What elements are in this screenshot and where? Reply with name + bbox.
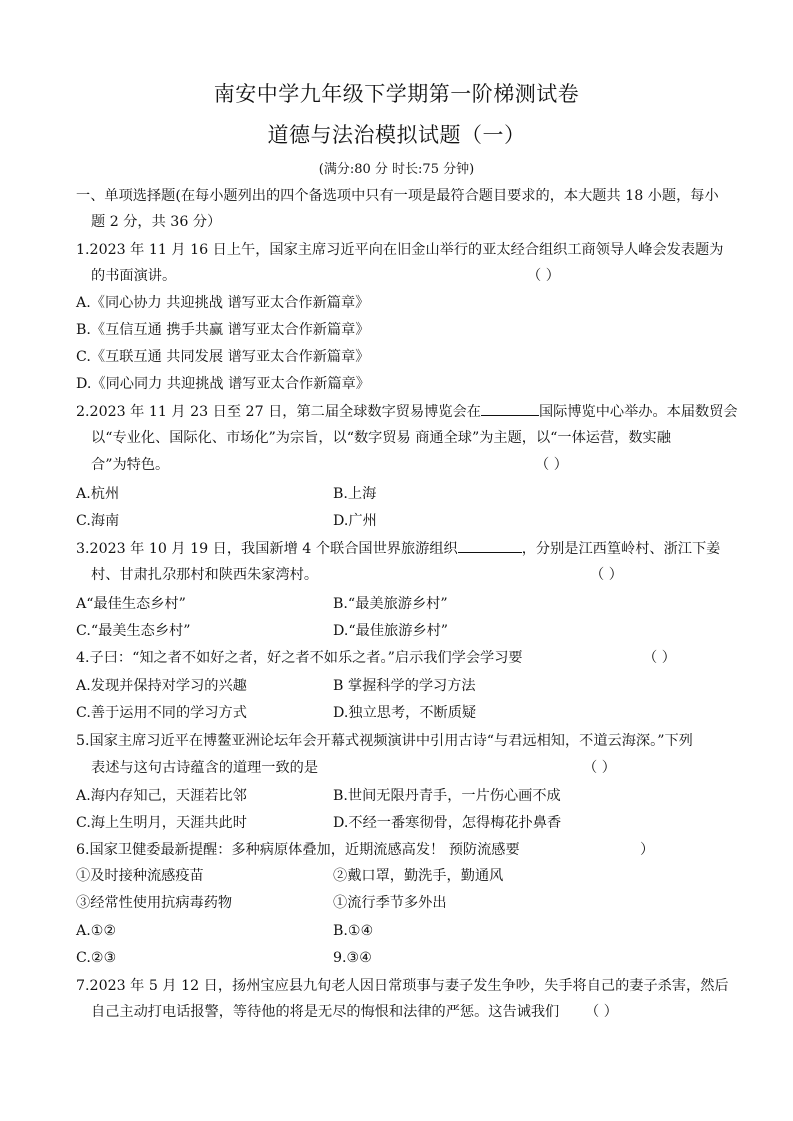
q2-option-d: D.广州 [333, 513, 377, 529]
q3-blank [458, 538, 522, 553]
q6-choice-4: ①流行季节多外出 [333, 895, 447, 911]
q1-stem-line2: 的书面演讲。 [91, 268, 177, 284]
q1-answer-paren: （ ） [527, 268, 560, 284]
q2-stem-part1: 2.2023 年 11 月 23 日至 27 日，第二届全球数字贸易博览会在 [76, 404, 481, 420]
q4-answer-paren: （ ） [643, 650, 676, 666]
q5-option-a: A.海内存知己，天涯若比邻 [76, 788, 247, 804]
q5-stem-line1: 5.国家主席习近平在博鳌亚洲论坛年会开幕式视频演讲中引用古诗“与君远相知，不道云海深。”下列 [76, 733, 693, 749]
q2-stem-part2: 国际博览中心举办。本届数贸会 [538, 404, 738, 420]
q3-option-d: D.“最佳旅游乡村” [333, 623, 449, 639]
exam-title: 南安中学九年级下学期第一阶梯测试卷 [213, 82, 580, 106]
q6-choice-3: ③经常性使用抗病毒药物 [76, 895, 233, 911]
q2-option-c: C.海南 [76, 513, 120, 529]
q7-stem-line2: 自己主动打电话报警，等待他的将是无尽的悔恨和法律的严惩。这告诫我们 [91, 1004, 560, 1020]
q3-stem-line1 [76, 538, 720, 559]
q3-option-a: A“最佳生态乡村” [76, 596, 186, 612]
q4-option-b: B 掌握科学的学习方法 [333, 678, 476, 694]
q1-option-b: B.《互信互通 携手共赢 谱写亚太合作新篇章》 [76, 322, 370, 338]
q2-stem-line2: 以“专业化、国际化、市场化”为宗旨，以“数字贸易 商通全球”为主题，以“一体运营，数实融 [91, 430, 671, 446]
q6-choice-2: ②戴口罩，勤洗手，勤通风 [333, 868, 504, 884]
q5-option-d: D.不经一番寒彻骨，怎得梅花扑鼻香 [333, 815, 562, 831]
q7-answer-paren: （ ） [585, 1004, 618, 1020]
q4-option-d: D.独立思考，不断质疑 [333, 705, 477, 721]
q3-option-b: B.“最美旅游乡村” [333, 596, 448, 612]
q2-option-a: A.杭州 [76, 486, 120, 502]
q7-stem-line1: 7.2023 年 5 月 12 日，扬州宝应县九旬老人因日常琐事与妻子发生争吵，失手将自己的妻子杀害，然后 [76, 978, 729, 994]
q3-answer-paren: （ ） [590, 567, 623, 583]
q4-stem-line1: 4.子曰：“知之者不如好之者，好之者不如乐之者。”启示我们学会学习要 [76, 650, 523, 666]
section-heading-line1: 一、单项选择题(在每小题列出的四个备选项中只有一项是最符合题目要求的，本大题共 18 小题，每小 [76, 188, 719, 204]
q5-answer-paren: （ ） [583, 760, 616, 776]
q2-blank [481, 401, 539, 416]
exam-subtitle: 道德与法治模拟试题（一） [267, 123, 526, 147]
q3-stem-part2: ，分别是江西篁岭村、浙江下姜 [521, 541, 721, 557]
q5-stem-line2: 表述与这句古诗蕴含的道理一致的是 [91, 760, 319, 776]
q6-option-b: B.①④ [333, 923, 374, 939]
q1-option-c: C.《互联互通 共同发展 谱写亚太合作新篇章》 [76, 349, 370, 365]
q4-option-c: C.善于运用不同的学习方式 [76, 705, 247, 721]
q6-option-d: 9.③④ [333, 950, 372, 966]
q3-stem-part1: 3.2023 年 10 月 19 日，我国新增 4 个联合国世界旅游组织 [76, 541, 458, 557]
section-heading-line2: 题 2 分，共 36 分） [91, 214, 222, 230]
q3-option-c: C.“最美生态乡村” [76, 623, 191, 639]
q2-option-b: B.上海 [333, 486, 377, 502]
q2-stem-line1 [76, 401, 738, 422]
q6-answer-paren: ） [640, 842, 655, 858]
q2-stem-line3: 合”为特色。 [91, 457, 170, 473]
exam-meta: (满分:80 分 时长:75 分钟) [318, 162, 475, 177]
q5-option-b: B.世间无限丹青手，一片伤心画不成 [333, 788, 561, 804]
q2-answer-paren: （ ） [535, 457, 568, 473]
q6-option-a: A.①② [76, 923, 117, 939]
q3-stem-line2: 村、甘肃扎尕那村和陕西朱家湾村。 [91, 567, 319, 583]
q6-option-c: C.②③ [76, 950, 117, 966]
q1-stem-line1: 1.2023 年 11 月 16 日上午，国家主席习近平向在旧金山举行的亚太经合组织工商领导人峰会发表题为 [76, 242, 724, 258]
q6-stem-line1: 6.国家卫健委最新提醒：多种病原体叠加，近期流感高发！ 预防流感要 [76, 842, 520, 858]
q5-option-c: C.海上生明月，天涯共此时 [76, 815, 247, 831]
q1-option-a: A.《同心协力 共迎挑战 谱写亚太合作新篇章》 [76, 295, 370, 311]
q1-option-d: D.《同心同力 共迎挑战 谱写亚太合作新篇章》 [76, 376, 370, 392]
q6-choice-1: ①及时接种流感疫苗 [76, 868, 204, 884]
q4-option-a: A.发现并保持对学习的兴趣 [76, 678, 247, 694]
